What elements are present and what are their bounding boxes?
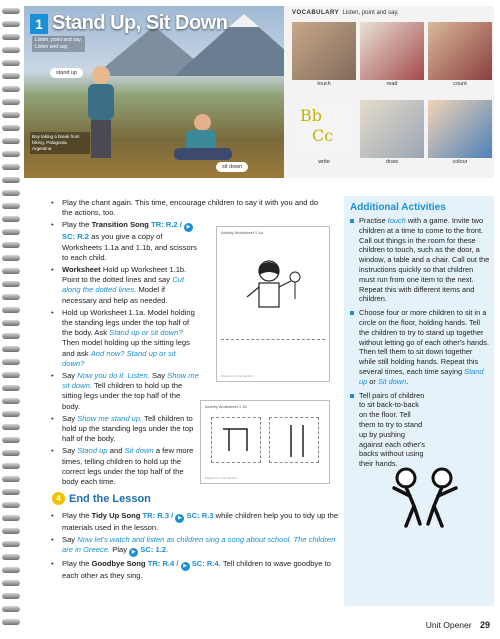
page-footer bbox=[426, 620, 490, 630]
spiral-binding bbox=[0, 0, 22, 639]
girl-drawing bbox=[239, 255, 309, 335]
spiral-ring bbox=[2, 502, 20, 508]
list-item: • Play the Goodbye Song TR: R.4 / ▶ SC: R.4. Tell children to wave goodbye to each other as they sing. bbox=[50, 559, 340, 581]
end-lesson-title: End the Lesson bbox=[69, 492, 151, 505]
additional-activities-panel bbox=[344, 196, 494, 606]
spiral-ring bbox=[2, 424, 20, 430]
list-item: • Say Stand up and Sit down a few more times, telling children to hold up the correct legs under the top half of the body each time. bbox=[50, 446, 200, 487]
spiral-ring bbox=[2, 216, 20, 222]
spiral-ring bbox=[2, 21, 20, 27]
photo-caption: Boy taking a break from hiking, Patagonia, Argentina bbox=[30, 132, 90, 154]
activity-item: Choose four or more children to sit in a circle on the floor, holding hands. Tell the children to try to stand up together without letting go of each other's hands. Then tell them to sit down together while still holding hands. Repeat this several times, each time saying Stand up or Sit down. bbox=[350, 308, 490, 386]
hiking-photo bbox=[24, 6, 284, 178]
spiral-ring bbox=[2, 385, 20, 391]
spiral-ring bbox=[2, 164, 20, 170]
spiral-ring bbox=[2, 125, 20, 131]
spiral-ring bbox=[2, 268, 20, 274]
spiral-ring bbox=[2, 398, 20, 404]
spiral-ring bbox=[2, 359, 20, 365]
spiral-ring bbox=[2, 463, 20, 469]
spiral-ring bbox=[2, 73, 20, 79]
list-item: • Worksheet Hold up Worksheet 1.1b. Point to the dotted lines and say Cut along the dotted lines. Model if necessary and help as needed. bbox=[50, 265, 200, 306]
activity-item: Tell pairs of children to sit back-to-back on the floor. Tell them to try to stand up by pushing against each other's backs without using their hands. bbox=[350, 391, 428, 469]
spiral-ring bbox=[2, 476, 20, 482]
section-name: Unit Opener bbox=[425, 620, 472, 630]
spiral-ring bbox=[2, 593, 20, 599]
snow-cap bbox=[229, 14, 259, 27]
spiral-ring bbox=[2, 320, 20, 326]
spiral-ring bbox=[2, 47, 20, 53]
spiral-ring bbox=[2, 8, 20, 14]
sitting-girl-figure bbox=[174, 114, 236, 166]
additional-activities-title: Additional Activities bbox=[350, 202, 446, 213]
play-icon[interactable]: ▶ bbox=[181, 562, 190, 571]
list-item: • Hold up Worksheet 1.1a. Model holding the standing legs under the top half of the body. Ask Stand up or sit down? Then model holding up the sitting legs and ask And now? Stand up or sit down? bbox=[50, 308, 200, 369]
spiral-ring bbox=[2, 255, 20, 261]
label-stand-up: stand up bbox=[50, 68, 83, 78]
spiral-ring bbox=[2, 528, 20, 534]
list-item: • Say Now let's watch and listen as children sing a song about school. The children are in Greece. Play ▶ SC: 1.2. bbox=[50, 535, 340, 557]
spiral-ring bbox=[2, 346, 20, 352]
worksheet-1-1b-thumbnail: Activity Worksheet 1.1b Welcome to Our World 1 bbox=[200, 400, 330, 484]
vocabulary-panel bbox=[288, 6, 494, 178]
spiral-ring bbox=[2, 294, 20, 300]
vocab-card-write: Bb Cc write bbox=[292, 100, 356, 165]
play-icon[interactable]: ▶ bbox=[129, 548, 138, 557]
spiral-ring bbox=[2, 619, 20, 625]
spiral-ring bbox=[2, 606, 20, 612]
vocab-card-touch: touch bbox=[292, 22, 356, 87]
lesson-banner bbox=[24, 6, 494, 178]
spiral-ring bbox=[2, 242, 20, 248]
vocab-card-colour: colour bbox=[428, 100, 492, 165]
lesson-title: Stand Up, Sit Down bbox=[52, 12, 228, 34]
spiral-ring bbox=[2, 86, 20, 92]
spiral-ring bbox=[2, 411, 20, 417]
spiral-ring bbox=[2, 307, 20, 313]
spiral-ring bbox=[2, 138, 20, 144]
vocab-card-read: read bbox=[360, 22, 424, 87]
end-lesson-list bbox=[50, 511, 340, 584]
label-sit-down: sit down bbox=[216, 162, 248, 172]
vocab-card-draw: draw bbox=[360, 100, 424, 165]
end-lesson-badge: 4 bbox=[52, 492, 65, 505]
spiral-ring bbox=[2, 190, 20, 196]
list-item: • Play the chant again. This time, encourage children to say it with you and do the actions, too. bbox=[50, 198, 330, 218]
list-item: • Say Show me stand up. Tell children to hold up the standing legs under the top half of the body. bbox=[50, 414, 200, 445]
play-icon[interactable]: ▶ bbox=[184, 223, 193, 232]
spiral-ring bbox=[2, 112, 20, 118]
spiral-ring bbox=[2, 515, 20, 521]
list-item: • Say Now you do it. Listen. Say Show me sit down. Tell children to hold up the sitting legs under the top half of the body. bbox=[50, 371, 200, 412]
vocab-card-count: count bbox=[428, 22, 492, 87]
stick-figures-illustration bbox=[380, 466, 470, 531]
spiral-ring bbox=[2, 580, 20, 586]
spiral-ring bbox=[2, 541, 20, 547]
spiral-ring bbox=[2, 177, 20, 183]
spiral-ring bbox=[2, 281, 20, 287]
spiral-ring bbox=[2, 567, 20, 573]
vocabulary-heading: VOCABULARY Listen, point and say. bbox=[292, 10, 399, 16]
list-item: • Play the Tidy Up Song TR: R.3 / ▶ SC: R.3 while children help you to tidy up the materials used in the lesson. bbox=[50, 511, 340, 533]
standing-legs-drawing bbox=[277, 421, 317, 461]
spiral-ring bbox=[2, 554, 20, 560]
spiral-ring bbox=[2, 372, 20, 378]
activity-item: Practise touch with a game. Invite two children at a time to come to the front. Call out things in the room for these children to touch, such as the door, a window, a table and a chair. Call out the instructions quickly so that children must run from one item to the next. Repeat this with different items and children. bbox=[350, 216, 490, 304]
spiral-ring bbox=[2, 229, 20, 235]
spiral-ring bbox=[2, 489, 20, 495]
spiral-ring bbox=[2, 34, 20, 40]
spiral-ring bbox=[2, 151, 20, 157]
spiral-ring bbox=[2, 333, 20, 339]
play-icon[interactable]: ▶ bbox=[175, 514, 184, 523]
page-number: 29 bbox=[479, 620, 490, 630]
list-item: • Play the Transition Song TR: R.2 / ▶ SC: R.2 as you give a copy of Worksheets 1.1a and 1.1b, and scissors to each child. bbox=[50, 220, 200, 263]
spiral-ring bbox=[2, 60, 20, 66]
lesson-number-badge: 1 bbox=[30, 14, 48, 34]
spiral-ring bbox=[2, 450, 20, 456]
end-lesson-heading bbox=[52, 492, 151, 505]
lesson-instructions: Listen, point and say. Listen and say. bbox=[32, 36, 85, 52]
sitting-legs-drawing bbox=[217, 421, 257, 461]
cut-line bbox=[221, 339, 325, 340]
spiral-ring bbox=[2, 437, 20, 443]
spiral-ring bbox=[2, 203, 20, 209]
spiral-ring bbox=[2, 99, 20, 105]
worksheet-1-1a-thumbnail: Activity Worksheet 1.1a Welcome to Our World 1 bbox=[216, 226, 330, 382]
